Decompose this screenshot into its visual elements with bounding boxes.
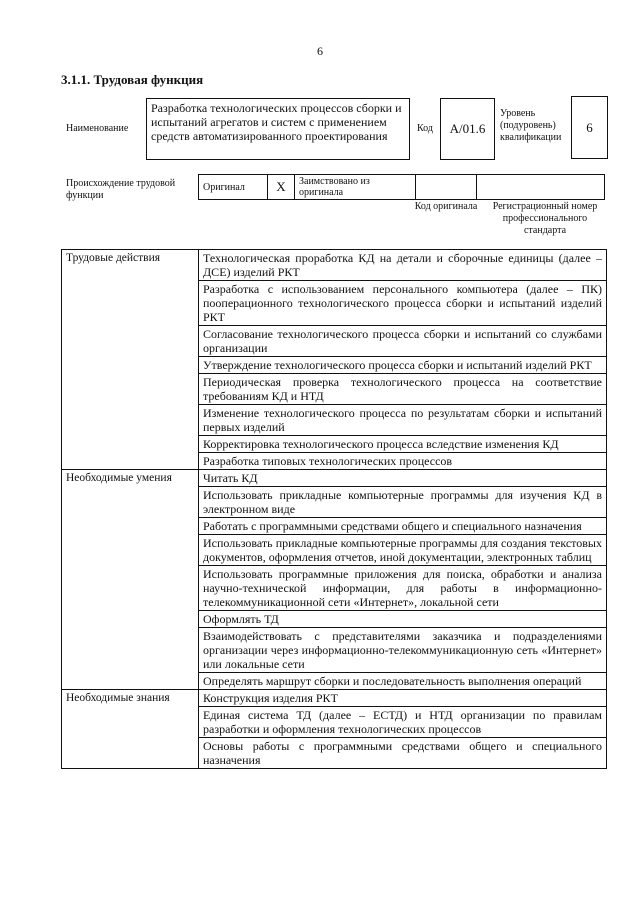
level-value: 6 xyxy=(571,96,608,159)
section-item: Разработка с использованием персонального компьютера (далее – ПК) пооперационного технологического процесса сборки и испытаний изделий РКТ xyxy=(199,281,607,326)
section-item: Работать с программными средствами общего и специального назначения xyxy=(199,518,607,535)
section-category: Трудовые действия xyxy=(62,250,199,470)
reg-number-caption: Регистрационный номер профессионального стандарта xyxy=(492,201,598,236)
table-row xyxy=(62,470,607,487)
section-item: Согласование технологического процесса сборки и испытаний со службами организации xyxy=(199,326,607,357)
section-item: Изменение технологического процесса по результатам сборки и испытаний первых изделий xyxy=(199,405,607,436)
code-original-cell xyxy=(416,175,477,200)
section-item: Конструкция изделия РКТ xyxy=(199,690,607,707)
section-item: Основы работы с программными средствами общего и специального назначения xyxy=(199,738,607,769)
borrowed-label: Заимствовано из оригинала xyxy=(295,175,416,200)
section-item: Технологическая проработка КД на детали и сборочные единицы (далее – ДСЕ) изделий РКТ xyxy=(199,250,607,281)
original-label: Оригинал xyxy=(199,175,268,200)
level-label: Уровень (подуровень) квалификации xyxy=(500,108,562,143)
functions-table xyxy=(61,249,607,769)
table-row xyxy=(62,250,607,281)
section-category: Необходимые умения xyxy=(62,470,199,690)
section-item: Единая система ТД (далее – ЕСТД) и НТД организации по правилам разработки и оформления технологических процессов xyxy=(199,707,607,738)
code-original-caption: Код оригинала xyxy=(414,201,478,212)
section-item: Корректировка технологического процесса вследствие изменения КД xyxy=(199,436,607,453)
reg-number-cell xyxy=(477,175,605,200)
code-label: Код xyxy=(417,123,433,134)
section-category: Необходимые знания xyxy=(62,690,199,769)
table-row xyxy=(62,690,607,707)
section-item: Использовать программные приложения для поиска, обработки и анализа научно-технической информации, для работы в информационно-телекоммуникационной сети «Интернет», локальной сети xyxy=(199,566,607,611)
code-value: A/01.6 xyxy=(440,98,495,160)
section-item: Периодическая проверка технологического процесса на соответствие требованиям КД и НТД xyxy=(199,374,607,405)
section-item: Определять маршрут сборки и последовательность выполнения операций xyxy=(199,673,607,690)
section-item: Читать КД xyxy=(199,470,607,487)
section-item: Оформлять ТД xyxy=(199,611,607,628)
origin-label: Происхождение трудовой функции xyxy=(66,178,176,201)
section-item: Использовать прикладные компьютерные программы для создания текстовых документов, оформления отчетов, иной документации, электронных таблиц xyxy=(199,535,607,566)
page-number: 6 xyxy=(317,44,323,58)
section-item: Взаимодействовать с представителями заказчика и подразделениями организации через информационно-телекоммуникационную сеть «Интернет» или локальные сети xyxy=(199,628,607,673)
original-mark: X xyxy=(268,175,295,200)
section-item: Утверждение технологического процесса сборки и испытаний изделий РКТ xyxy=(199,357,607,374)
section-title: 3.1.1. Трудовая функция xyxy=(61,72,204,87)
origin-table xyxy=(198,174,605,200)
name-label: Наименование xyxy=(66,123,129,134)
name-value: Разработка технологических процессов сборки и испытаний агрегатов и систем с применением средств автоматизированного проектирования xyxy=(146,98,410,160)
section-item: Использовать прикладные компьютерные программы для изучения КД в электронном виде xyxy=(199,487,607,518)
section-item: Разработка типовых технологических процессов xyxy=(199,453,607,470)
